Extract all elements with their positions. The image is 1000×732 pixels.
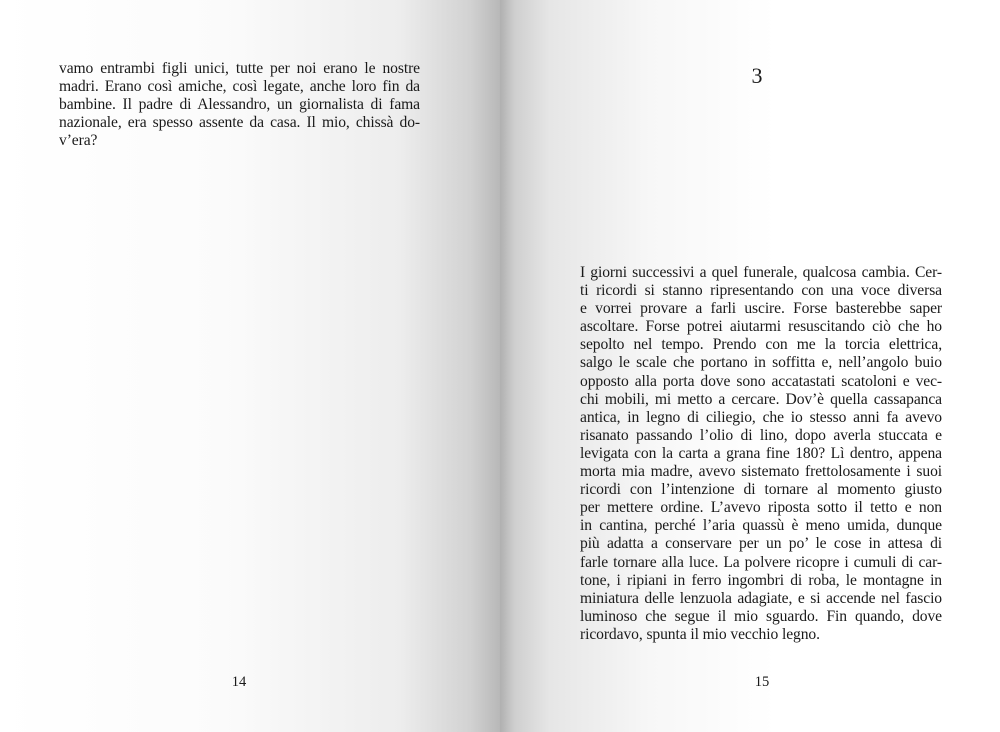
text-line: v’era? bbox=[59, 132, 98, 150]
text-line: bambine. Il padre di Alessandro, un giornalista di fama bbox=[59, 96, 420, 114]
text-line: antica, in legno di ciliegio, che io stesso anni fa avevo bbox=[580, 408, 942, 426]
text-line: sepolto nel tempo. Prendo con me la torcia elettrica, bbox=[580, 336, 942, 354]
text-line: levigata con la carta a grana fine 180? Lì dentro, appena bbox=[580, 444, 942, 462]
chapter-number: 3 bbox=[751, 63, 763, 88]
right-page-text bbox=[580, 264, 942, 644]
text-line: salgo le scale che portano in soffitta e, nell’angolo buio bbox=[580, 354, 942, 372]
text-line: ricordavo, spunta il mio vecchio legno. bbox=[580, 625, 820, 643]
text-line: nazionale, era spesso assente da casa. Il mio, chissà do- bbox=[59, 114, 420, 132]
text-line: I giorni successivi a quel funerale, qualcosa cambia. Cer- bbox=[580, 264, 942, 281]
text-line: madri. Erano così amiche, così legate, anche loro fin da bbox=[59, 78, 420, 96]
text-line: risanato passando l’olio di lino, dopo averla stuccata e bbox=[580, 426, 942, 444]
text-line: più adatta a conservare per un po’ le cose in attesa di bbox=[580, 535, 942, 553]
text-line: per mettere ordine. L’avevo riposta sotto il tetto e non bbox=[580, 499, 942, 517]
text-line: tone, i ripiani in ferro ingombri di roba, le montagne in bbox=[580, 571, 942, 589]
page-number-left: 14 bbox=[231, 674, 247, 690]
page-number-right: 15 bbox=[754, 674, 770, 690]
text-line: miniatura delle lenzuola adagiate, e si accende nel fascio bbox=[580, 589, 942, 607]
text-line: e vorrei provare a farli uscire. Forse basterebbe saper bbox=[580, 300, 942, 318]
text-line: ricordi con l’intenzione di tornare al momento giusto bbox=[580, 481, 942, 499]
text-line: farle tornare alla luce. La polvere ricopre i cumuli di car- bbox=[580, 553, 942, 571]
text-line: vamo entrambi figli unici, tutte per noi erano le nostre bbox=[59, 60, 420, 77]
text-line: chi mobili, mi metto a cercare. Dov’è quella cassapanca bbox=[580, 390, 942, 408]
right-page bbox=[500, 0, 1000, 732]
text-line: morta mia madre, avevo sistemato frettolosamente i suoi bbox=[580, 463, 942, 481]
text-line: ascoltare. Forse potrei aiutarmi resuscitando ciò che ho bbox=[580, 318, 942, 336]
left-page-text bbox=[59, 60, 420, 150]
text-line: opposto alla porta dove sono accatastati scatoloni e vec- bbox=[580, 372, 942, 390]
text-line: ti ricordi si stanno ripresentando con una voce diversa bbox=[580, 282, 942, 300]
text-line: luminoso che segue il mio sguardo. Fin quando, dove bbox=[580, 607, 942, 625]
text-line: in cantina, perché l’aria quassù è meno umida, dunque bbox=[580, 517, 942, 535]
